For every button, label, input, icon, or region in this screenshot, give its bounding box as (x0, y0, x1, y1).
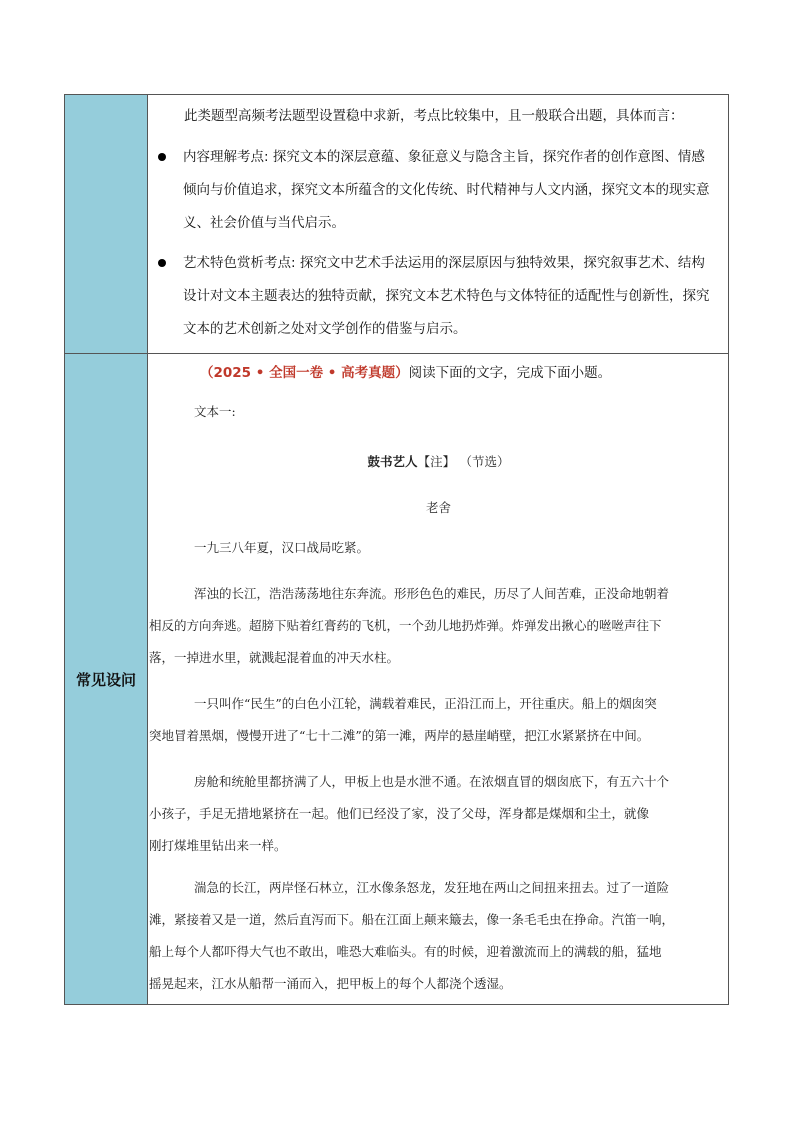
bullet-line: 义、社会价值与当代启示。 (183, 215, 345, 231)
paragraph-line: 湍急的长江，两岸怪石林立，江水像条怒龙，发狂地在两山之间扭来扭去。过了一道险 (194, 880, 670, 895)
bullet-dot-icon (158, 259, 166, 267)
content-table (64, 94, 729, 1005)
row-label (65, 354, 148, 1004)
exam-points-content (149, 95, 728, 353)
intro-text: 此类题型高频考法题型设置稳中求新，考点比较集中，且一般联合出题，具体而言： (184, 108, 684, 124)
paragraph-line: 小孩子，手足无措地紧挤在一起。他们已经没了家，没了父母，浑身都是煤烟和尘土，就像 (149, 806, 650, 821)
paragraph-line: 摇晃起来，江水从船帮一涌而入，把甲板上的每个人都浇个透湿。 (149, 976, 512, 991)
paragraph-line: 刚打煤堆里钻出来一样。 (149, 838, 287, 853)
exam-points-row (65, 95, 728, 354)
paragraph-3 (149, 688, 724, 752)
row-label-text: 常见设问 (75, 670, 136, 689)
passage-title-suffix: （节选） (459, 454, 510, 469)
paragraph-1 (149, 532, 724, 564)
passage-title-note: 【注】 (417, 454, 456, 469)
question-text: 阅读下面的文字，完成下面小题。 (408, 365, 612, 381)
paragraph-line: 落，一掉进水里，就溅起混着血的冲天水柱。 (149, 650, 400, 665)
paragraph-line: 房舱和统舱里都挤满了人，甲板上也是水泄不通。在浓烟直冒的烟囱底下，有五六十个 (194, 774, 670, 789)
bullet-line: 艺术特色赏析考点: 探究文中艺术手法运用的深层原因与独特效果，探究叙事艺术、结构 (183, 255, 705, 271)
bullet-line: 设计对文本主题表达的独特贡献，探究文本艺术特色与文体特征的适配性与创新性，探究 (183, 288, 710, 304)
bullet-line: 文本的艺术创新之处对文学创作的借鉴与启示。 (183, 321, 467, 337)
bullet-line: 内容理解考点: 探究文本的深层意蕴、象征意义与隐含主旨，探究作者的创作意图、情感 (183, 149, 705, 165)
paragraph-4 (149, 766, 724, 862)
passage-title-text: 鼓书艺人 (367, 454, 418, 469)
paragraph-5 (149, 872, 724, 1000)
paragraph-line: 相反的方向奔逃。超膀下贴着红膏药的飞机，一个劲儿地扔炸弹。炸弹发出揪心的咝咝声往下 (149, 618, 662, 633)
paragraph-line: 一九三八年夏，汉口战局吃紧。 (194, 540, 370, 555)
paragraph-line: 突地冒着黑烟，慢慢开进了“七十二滩”的第一滩，两岸的悬崖峭壁，把江水紧紧挤在中间。 (149, 728, 650, 743)
passage-title (149, 452, 728, 470)
row-label-empty (65, 95, 148, 353)
bullet-dot-icon (158, 153, 166, 161)
common-questions-row (65, 354, 728, 1004)
question-source: （2025 • 全国一卷 • 高考真题） (200, 365, 409, 381)
question-prompt (200, 361, 611, 381)
passage-author: 老舍 (425, 500, 451, 515)
bullet-line: 倾向与价值追求，探究文本所蕴含的文化传统、时代精神与人文内涵，探究文本的现实意 (183, 182, 710, 198)
paragraph-line: 滩，紧接着又是一道，然后直泻而下。船在江面上颠来簸去，像一条毛毛虫在挣命。汽笛一响， (149, 912, 675, 927)
paragraph-line: 船上每个人都吓得大气也不敢出，唯恐大难临头。有的时候，迎着激流而上的满载的船，猛地 (149, 944, 662, 959)
reading-passage (149, 354, 728, 1004)
paragraph-line: 浑浊的长江，浩浩荡荡地往东奔流。形形色色的难民，历尽了人间苦难，正没命地朝着 (194, 586, 670, 601)
text-label: 文本一: (194, 404, 236, 419)
paragraph-2 (149, 578, 724, 674)
paragraph-line: 一只叫作“民生”的白色小江轮，满载着难民，正沿江而上，开往重庆。船上的烟囱突 (194, 696, 657, 711)
